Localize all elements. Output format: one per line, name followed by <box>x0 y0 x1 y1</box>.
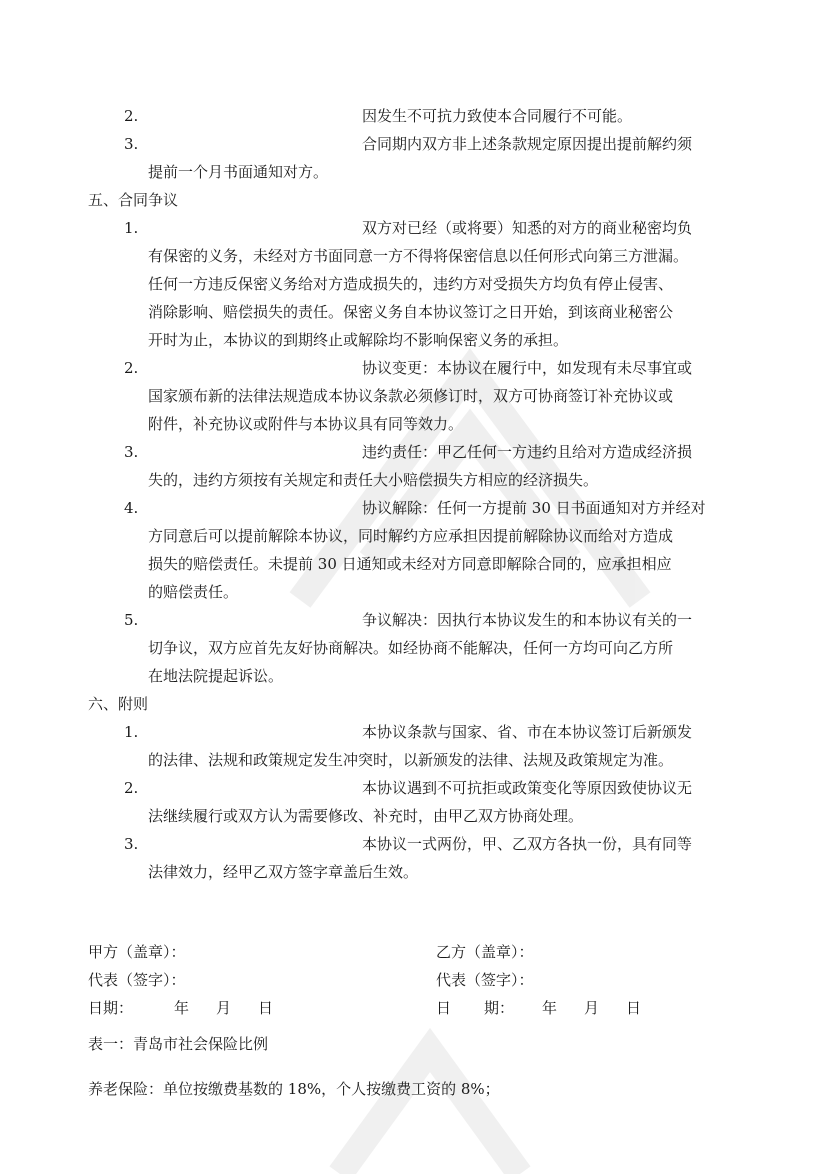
party-b-date-label-1: 日 <box>436 999 452 1017</box>
party-a-month: 月 <box>216 999 232 1017</box>
party-a-year: 年 <box>174 999 190 1017</box>
party-a-rep-label: 代表（签字）： <box>88 971 186 989</box>
table-title: 表一：青岛市社会保险比例 <box>88 1035 269 1053</box>
party-a-day: 日 <box>258 999 274 1017</box>
party-b-seal-label: 乙方（盖章）： <box>436 943 534 961</box>
party-b-day: 日 <box>626 999 642 1017</box>
party-a-date-label: 日期： <box>88 999 134 1017</box>
party-a-seal-label: 甲方（盖章）： <box>88 943 186 961</box>
pension-insurance-text: 养老保险：单位按缴费基数的 18%，个人按缴费工资的 8%； <box>88 1080 500 1098</box>
party-b-date-label-2: 期： <box>484 999 515 1017</box>
party-b-year: 年 <box>542 999 558 1017</box>
party-b-rep-label: 代表（签字）： <box>436 971 534 989</box>
party-b-month: 月 <box>584 999 600 1017</box>
